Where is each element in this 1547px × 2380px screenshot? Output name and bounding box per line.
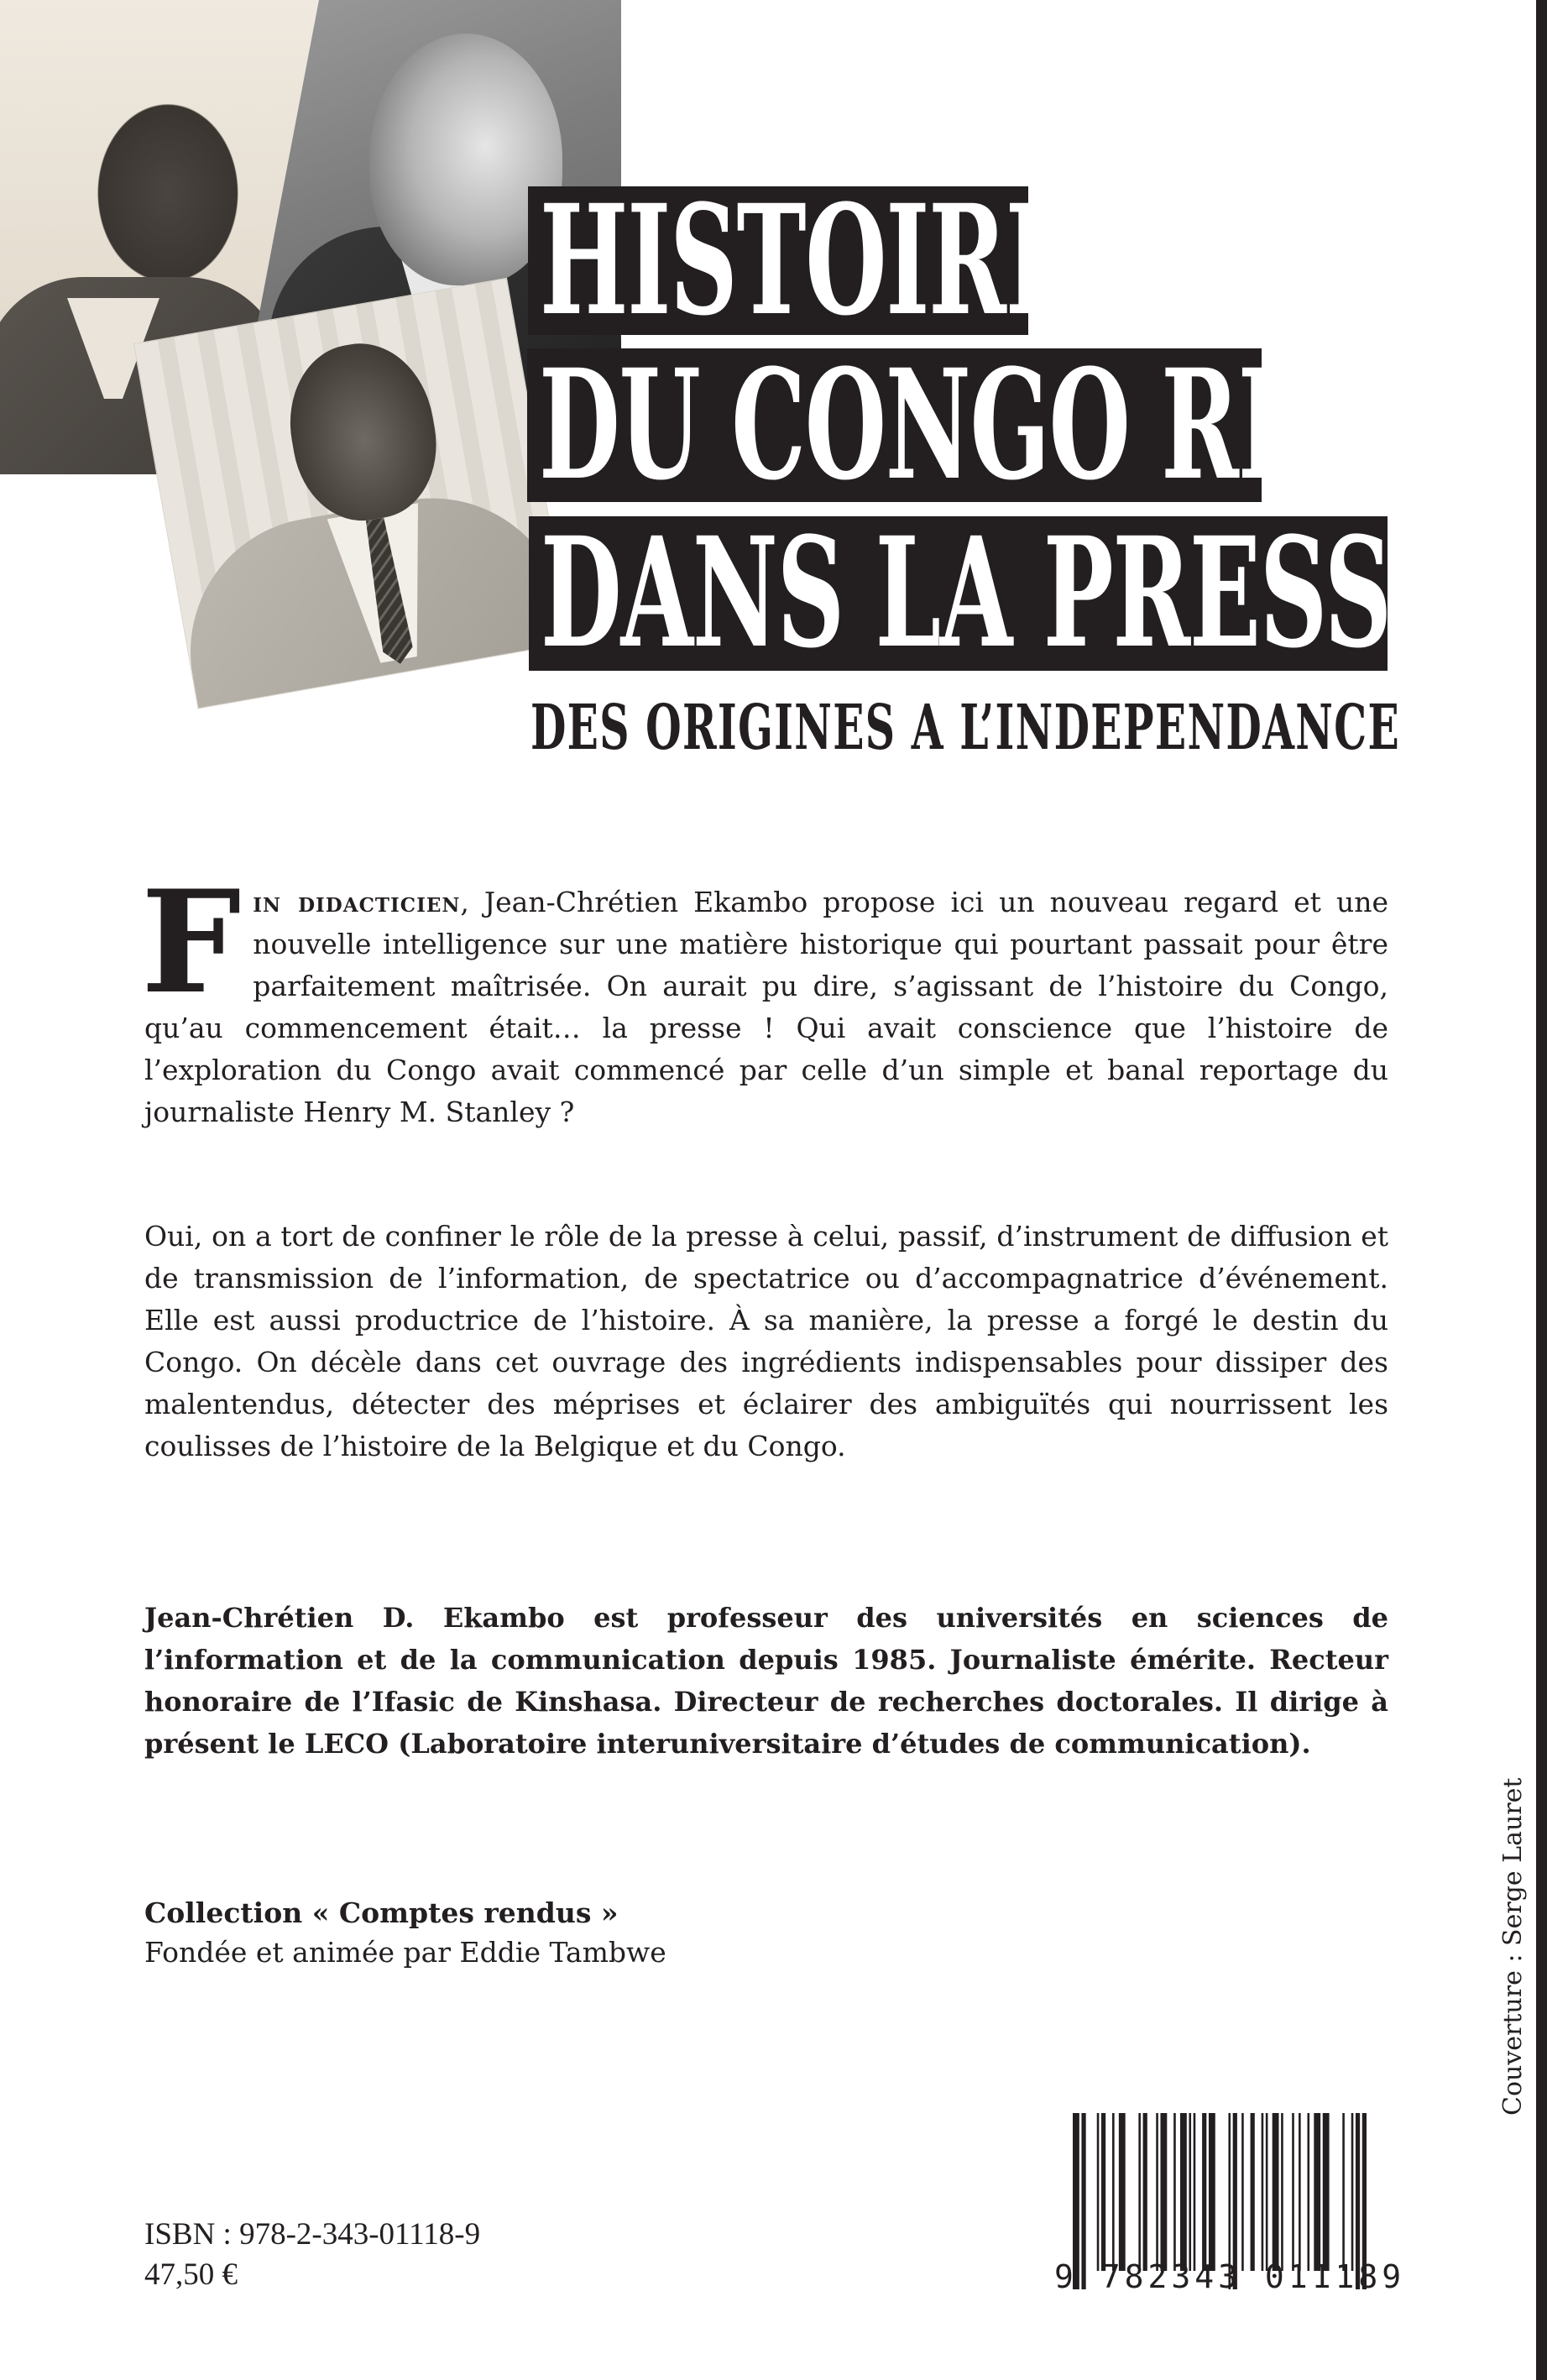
price: 47,50 € xyxy=(144,2257,238,2292)
portrait-photo-3 xyxy=(134,279,571,708)
title-text-1: HISTOIRE xyxy=(540,171,1076,349)
spine-edge xyxy=(1536,0,1547,2380)
collection-title: Collection « Comptes rendus » xyxy=(144,1896,619,1929)
paragraph-1-text: , Jean-Chrétien Ekambo propose ici un nouveau regard et une nouvelle intelligence sur une matière historique qui pourtant passait pour être parfaitement maîtrisée. On aurait pu dire, s’agissant de l’histoire du Congo, qu’au commencement était… la presse ! Qui avait conscience que l’histoire de l’exploration du Congo avait commencé par celle d’un simple et banal reportage du journaliste Henry M. Stanley ? xyxy=(144,886,1388,1128)
blurb-paragraph-1 xyxy=(141,859,1388,1133)
lead-in: in didacticien xyxy=(253,886,461,918)
drop-cap: F xyxy=(141,859,242,1025)
title-text-2: DU CONGO RDC xyxy=(539,336,1392,514)
cover-credit: Couverture : Serge Lauret xyxy=(1498,1777,1528,2116)
subtitle xyxy=(530,692,1401,764)
title-line-3 xyxy=(529,505,1461,682)
blurb-paragraph-2: Oui, on a tort de confiner le rôle de la presse à celui, passif, d’instrument de diffusion et de transmission de l’information, de spectatrice ou d’accompagnatrice d’événement. Elle est aussi productrice de l’histoire. À sa manière, la presse a forgé le destin du Congo. On décèle dans cet ouvrage des ingrédients indispensables pour dissiper des malentendus, détecter des méprises et éclairer des ambiguïtés qui nourrissent les coulisses de l’histoire de la Belgique et du Congo. xyxy=(144,1220,1388,1462)
subtitle-text: DES ORIGINES A L’INDEPENDANCE xyxy=(530,692,1401,764)
title-line-2 xyxy=(527,336,1392,514)
barcode-digits: 9 782343 011189 xyxy=(1054,2258,1406,2295)
title-line-1 xyxy=(528,171,1076,349)
isbn: ISBN : 978-2-343-01118-9 xyxy=(144,2217,481,2252)
author-bio: Jean-Chrétien D. Ekambo est professeur des universités en sciences de l’information et de la communication depuis 1985. Journaliste émérite. Recteur honoraire de l’Ifasic de Kinshasa. Directeur de recherches doctorales. Il dirige à présent le LECO (Laboratoire interuniversitaire d’études de communication). xyxy=(144,1602,1388,1760)
collection-founder: Fondée et animée par Eddie Tambwe xyxy=(144,1936,666,1969)
title-text-3: DANS LA PRESSE xyxy=(541,505,1461,682)
